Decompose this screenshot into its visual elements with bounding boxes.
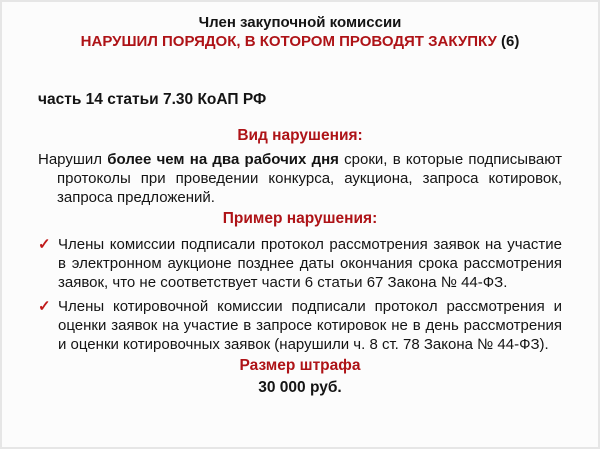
- statute-reference: часть 14 статьи 7.30 КоАП РФ: [38, 91, 267, 108]
- example-bullet-2: [38, 297, 562, 354]
- violation-type-heading: Вид нарушения:: [237, 127, 363, 144]
- penalty-amount: 30 000 руб.: [258, 379, 342, 396]
- violation-description: [38, 150, 562, 207]
- checkmark-icon: ✓: [38, 236, 51, 253]
- example-bullet-1: [38, 235, 562, 292]
- violation-text-prefix: Нарушил: [38, 151, 108, 168]
- example-bullet-1-text: Члены комиссии подписали протокол рассмотрения заявок на участие в электронном аукционе позднее даты окончания срока рассмотрения заявок, что не соответствует части 6 статьи 67 Закона № 44-ФЗ.: [58, 236, 562, 291]
- violation-text-bold: более чем на два рабочих дня: [107, 151, 339, 168]
- example-heading: Пример нарушения:: [222, 210, 378, 227]
- violation-text-suffix: сроки, в которые подписывают протоколы при проведении конкурса, аукциона, запроса котировок, запроса предложений.: [57, 151, 563, 206]
- slide-title-line2-number: (6): [496, 33, 520, 50]
- penalty-heading: Размер штрафа: [239, 357, 361, 374]
- slide-title: [38, 13, 562, 51]
- checkmark-icon: ✓: [38, 298, 51, 315]
- slide-title-line2: [38, 32, 562, 51]
- slide-title-line1: Член закупочной комиссии: [198, 14, 402, 31]
- slide-title-line2-main: НАРУШИЛ ПОРЯДОК, В КОТОРОМ ПРОВОДЯТ ЗАКУПКУ: [80, 33, 497, 50]
- example-bullet-2-text: Члены котировочной комиссии подписали протокол рассмотрения и оценки заявок на участие в запросе котировок не в день рассмотрения и оценки котировочных заявок (нарушили ч. 8 ст. 78 Закона № 44-ФЗ).: [58, 298, 562, 353]
